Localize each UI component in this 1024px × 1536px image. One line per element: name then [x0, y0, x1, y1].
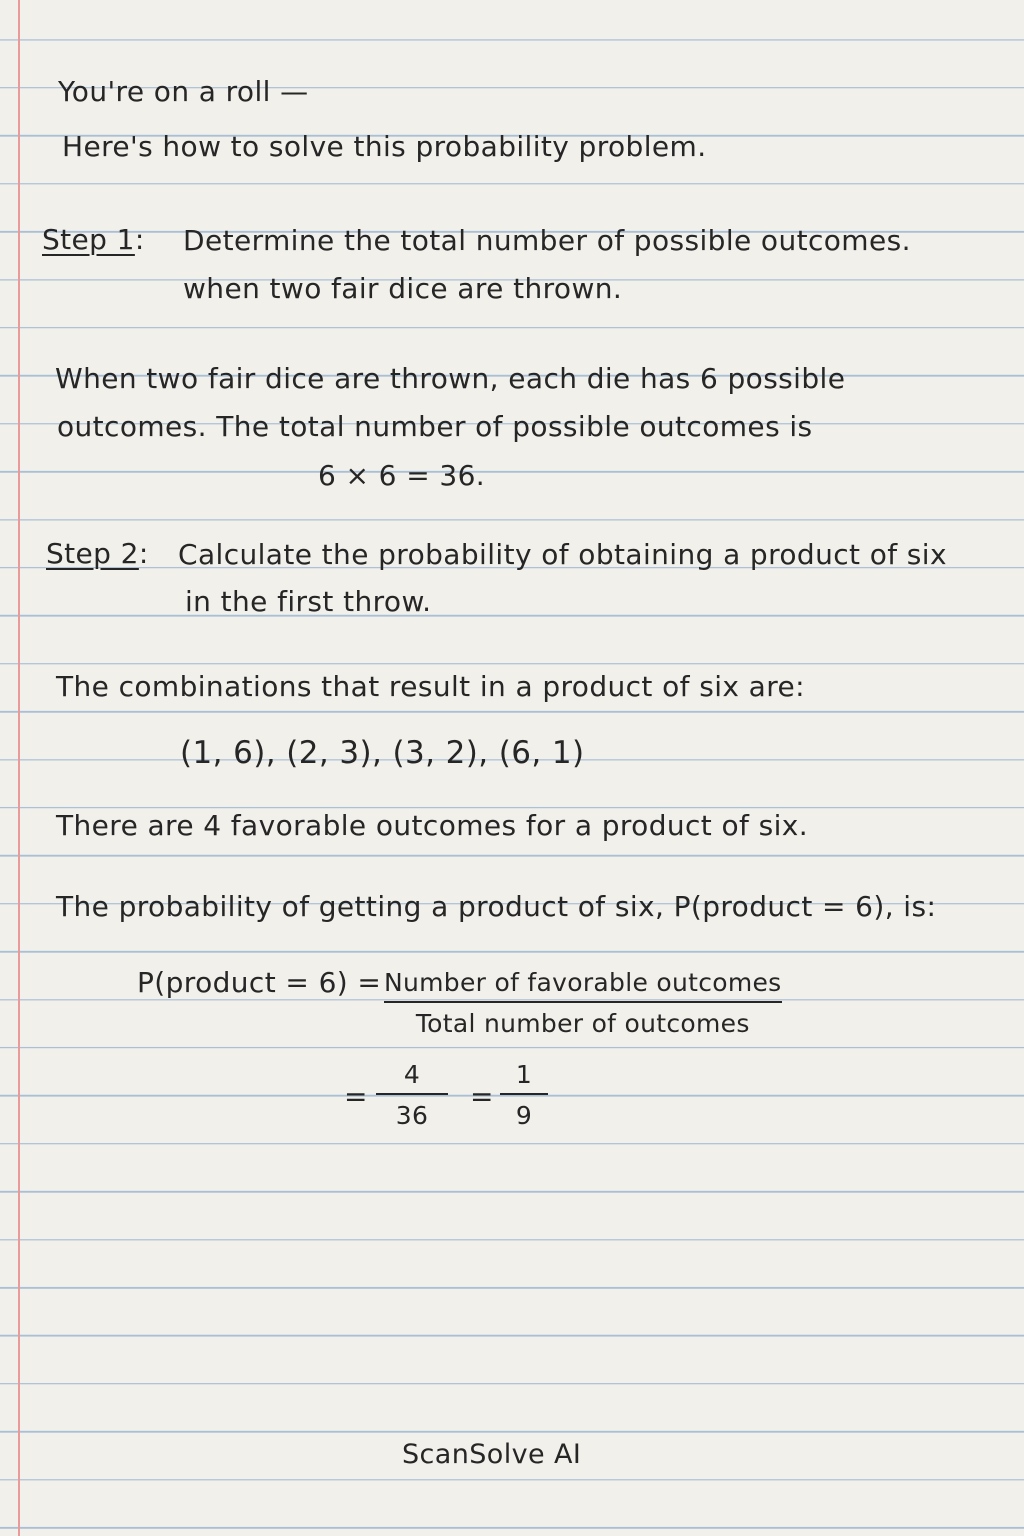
step-1-colon: : [134, 223, 145, 256]
probability-intro: The probability of getting a product of six, P(product = 6), is: [56, 890, 937, 923]
result-numerator-2: 1 [515, 1060, 533, 1089]
step-2-label: Step 2 [46, 537, 139, 570]
result-denominator-1: 36 [395, 1101, 429, 1130]
footer-brand: ScanSolve AI [402, 1439, 582, 1470]
intro-line-2: Here's how to solve this probability problem. [62, 130, 707, 163]
fraction-bar [384, 1001, 782, 1003]
step-1-heading [42, 223, 145, 256]
equals-sign-2: = [470, 1080, 494, 1113]
formula-denominator: Total number of outcomes [415, 1009, 750, 1038]
combinations-list: (1, 6), (2, 3), (3, 2), (6, 1) [180, 735, 585, 771]
result-fraction-2 [500, 1062, 548, 1128]
intro-line-1: You're on a roll — [58, 75, 309, 108]
step-1-body-line-1: When two fair dice are thrown, each die has 6 possible [55, 362, 846, 395]
fraction-bar [500, 1093, 548, 1095]
formula-fraction [384, 970, 782, 1036]
combinations-intro: The combinations that result in a product of six are: [56, 670, 805, 703]
step-2-heading-line-1: Calculate the probability of obtaining a product of six [178, 538, 947, 571]
margin-line [18, 0, 20, 1536]
step-1-heading-line-1: Determine the total number of possible outcomes. [183, 224, 911, 257]
step-2-heading-line-2: in the first throw. [185, 585, 432, 618]
formula-lhs: P(product = 6) = [137, 966, 382, 999]
fraction-bar [376, 1093, 448, 1095]
step-1-label: Step 1 [42, 223, 135, 256]
favorable-count: There are 4 favorable outcomes for a product of six. [56, 809, 809, 842]
equals-sign-1: = [344, 1080, 368, 1113]
result-fraction-1 [376, 1062, 448, 1128]
step-2-heading [46, 537, 149, 570]
step-2-colon: : [138, 537, 149, 570]
step-1-body-line-2: outcomes. The total number of possible outcomes is [57, 410, 813, 443]
formula-numerator: Number of favorable outcomes [384, 968, 782, 997]
step-1-equation: 6 × 6 = 36. [318, 459, 486, 492]
result-denominator-2: 9 [515, 1101, 533, 1130]
step-1-heading-line-2: when two fair dice are thrown. [183, 272, 623, 305]
result-numerator-1: 4 [403, 1060, 421, 1089]
